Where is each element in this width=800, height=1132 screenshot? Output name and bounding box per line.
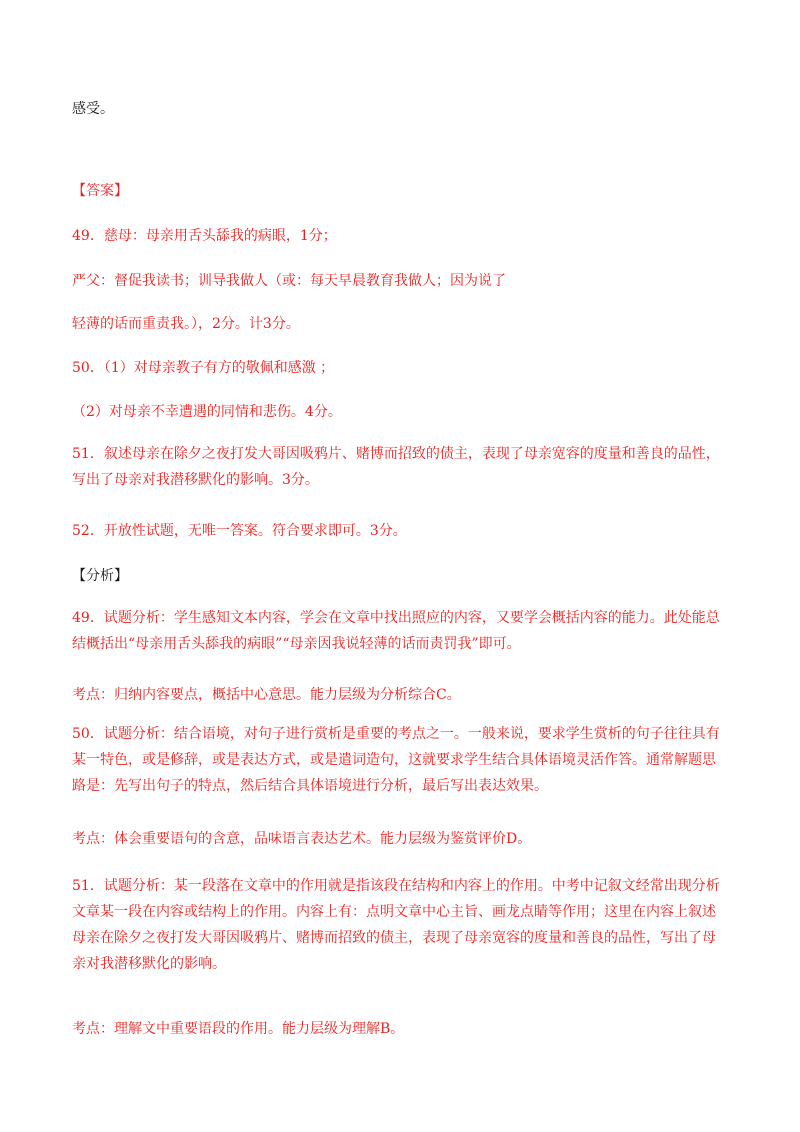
answer-50-line-1: 50．（1）对母亲教子有方的敬佩和感激 ；: [72, 360, 335, 376]
analysis-51-line-2: 文章某一段在内容或结构上的作用。内容上有：点明文章中心主旨、画龙点睛等作用；这里在内容上叙述: [72, 904, 716, 920]
analysis-49-line-1: 49．试题分析：学生感知文本内容，学会在文章中找出照应的内容，又要学会概括内容的能力。此处能总: [72, 610, 720, 626]
analysis-49-line-2: 结概括出“母亲用舌头舔我的病眼”“母亲因我说轻薄的话而责罚我”即可。: [72, 636, 521, 652]
analysis-51-line-1: 51．试题分析：某一段落在文章中的作用就是指该段在结构和内容上的作用。中考中记叙文经常出现分析: [72, 878, 720, 894]
analysis-50: [72, 721, 732, 799]
keypoint-50: 考点：体会重要语句的含意，品味语言表达艺术。能力层级为鉴赏评价D。: [72, 831, 532, 847]
answer-51-line-1: 51．叙述母亲在除夕之夜打发大哥因吸鸦片、赌博而招致的债主，表现了母亲宽容的度量和善良的品性，: [72, 446, 720, 462]
answer-49-line-1: 49．慈母：母亲用舌头舔我的病眼，1分；: [72, 228, 337, 244]
analysis-50-line-1: 50．试题分析：结合语境，对句子进行赏析是重要的考点之一。一般来说，要求学生赏析的句子往往具有: [72, 726, 720, 742]
analysis-50-line-2: 某一特色，或是修辞，或是表达方式，或是遣词造句，这就要求学生结合具体语境灵活作答。通常解题思: [72, 752, 716, 768]
answer-51: [72, 441, 732, 493]
analysis-51-line-4: 亲对我潜移默化的影响。: [72, 956, 226, 972]
analysis-49: [72, 605, 732, 657]
keypoint-51: 考点：理解文中重要语段的作用。能力层级为理解B。: [72, 1021, 405, 1037]
analysis-51: [72, 873, 732, 977]
answer-52: 52．开放性试题，无唯一答案。符合要求即可。3分。: [72, 523, 407, 539]
analysis-51-line-3: 母亲在除夕之夜打发大哥因吸鸦片、赌博而招致的债主，表现了母亲宽容的度量和善良的品性，写出了母: [72, 930, 716, 946]
answer-49-line-3: 轻薄的话而重责我。），2分。计3分。: [72, 316, 300, 332]
analysis-50-line-3: 路是：先写出句子的特点，然后结合具体语境进行分析，最后写出表达效果。: [72, 778, 548, 794]
answer-49-line-2: 严父：督促我读书；训导我做人（或：每天早晨教育我做人；因为说了: [72, 273, 506, 289]
answer-heading: 【答案】: [72, 183, 128, 199]
keypoint-49: 考点：归纳内容要点，概括中心意思。能力层级为分析综合C。: [72, 687, 461, 703]
analysis-heading: 【分析】: [72, 568, 128, 584]
intro-fragment: 感受。: [72, 101, 114, 117]
answer-51-line-2: 写出了母亲对我潜移默化的影响。3分。: [72, 472, 319, 488]
answer-50-line-2: （2）对母亲不幸遭遇的同情和悲伤。4分。: [72, 404, 342, 420]
